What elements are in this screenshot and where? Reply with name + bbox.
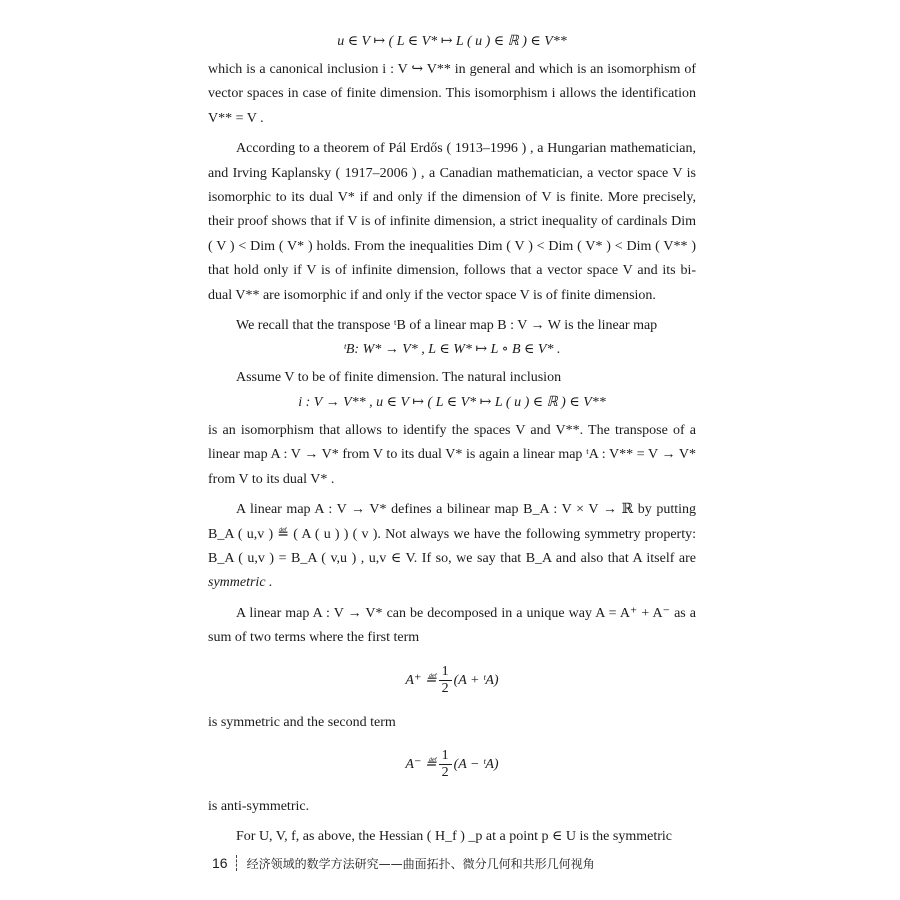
paragraph-hessian: For U, V, f, as above, the Hessian ( H_f ) _p at a point p ∈ U is the symmetric <box>236 829 672 845</box>
paragraph-decomposition: A linear map A : V → V* can be decomposed in a unique way A = A⁺ + A⁻ as a sum of two terms where the first term <box>208 605 696 646</box>
fraction-denominator: 2 <box>441 681 449 697</box>
fraction-one-half <box>439 664 452 697</box>
page-number: 16 <box>212 855 228 871</box>
fraction-numerator: 1 <box>439 748 452 765</box>
paragraph-canonical-inclusion: which is a canonical inclusion i : V ↪ V** in general and which is an isomorphism of vector spaces in case of finite dimension. This isomorphism i allows the identification V** = V . <box>208 62 696 126</box>
formula-a-plus <box>208 651 696 711</box>
paragraph-isomorphism: is an isomorphism that allows to identify the spaces V and V**. The transpose of a linear map A : V → V* from V to its dual V* is again a linear map ᵗA : V** = V → V* from V to its dual V* . <box>208 422 696 487</box>
symmetric-term: symmetric . <box>208 575 273 591</box>
math-display-transpose: ᵗB: W* → V* , L ∈ W* ↦ L ∘ B ∈ V* . <box>343 342 561 358</box>
math-display-natural-inclusion: i : V → V** , u ∈ V ↦ ( L ∈ V* ↦ L ( u ) ∈ ℝ ) ∈ V** <box>298 394 606 410</box>
a-minus-lhs: A⁻ ≝ <box>405 757 437 773</box>
formula-a-minus <box>208 735 696 795</box>
paragraph-anti-symmetric: is anti-symmetric. <box>208 798 310 814</box>
a-plus-lhs: A⁺ ≝ <box>405 673 437 689</box>
bilinear-map-text: A linear map A : V → V* defines a bilinear map B_A : V × V → ℝ by putting B_A ( u,v ) ≝ ( A ( u ) ) ( v ). Not always we have the following symmetry property: B_A ( u,v ) = B_A ( v,u ) , u,v ∈ V. If so, we say that B_A and also that A itself are <box>208 502 696 566</box>
fraction-denominator: 2 <box>441 765 449 781</box>
a-plus-rhs: (A + ᵗA) <box>453 672 499 688</box>
paragraph-assume-finite: Assume V to be of finite dimension. The natural inclusion <box>236 370 562 386</box>
body-text <box>208 30 696 850</box>
fraction-one-half <box>439 748 452 781</box>
paragraph-symmetric-second: is symmetric and the second term <box>208 714 396 730</box>
running-title: 经济领域的数学方法研究——曲面拓扑、微分几何和共形几何视角 <box>246 856 595 871</box>
page-footer <box>212 853 692 873</box>
footer-divider <box>236 855 237 871</box>
paragraph-transpose-intro: We recall that the transpose ᵗB of a linear map B : V → W is the linear map <box>236 318 658 334</box>
math-display-line-1: u ∈ V ↦ ( L ∈ V* ↦ L ( u ) ∈ ℝ ) ∈ V** <box>337 34 567 49</box>
a-minus-rhs: (A − ᵗA) <box>453 756 499 772</box>
paragraph-erdos-kaplansky: According to a theorem of Pál Erdős ( 1913–1996 ) , a Hungarian mathematician, and Irving Kaplansky ( 1917–2006 ) , a Canadian mathematician, a vector space V is isomorphic to its dual V* if and only if the dimension of V is finite. More precisely, their proof shows that if V is of infinite dimension, a strict inequality of cardinals Dim ( V ) < Dim ( V* ) holds. From the inequalities Dim ( V ) < Dim ( V* ) < Dim ( V** ) that hold only if V is of infinite dimension, follows that a vector space V and its bi-dual V** are isomorphic if and only if the vector space V is of finite dimension. <box>208 141 696 303</box>
fraction-numerator: 1 <box>439 664 452 681</box>
paragraph-bilinear-map <box>208 498 696 596</box>
